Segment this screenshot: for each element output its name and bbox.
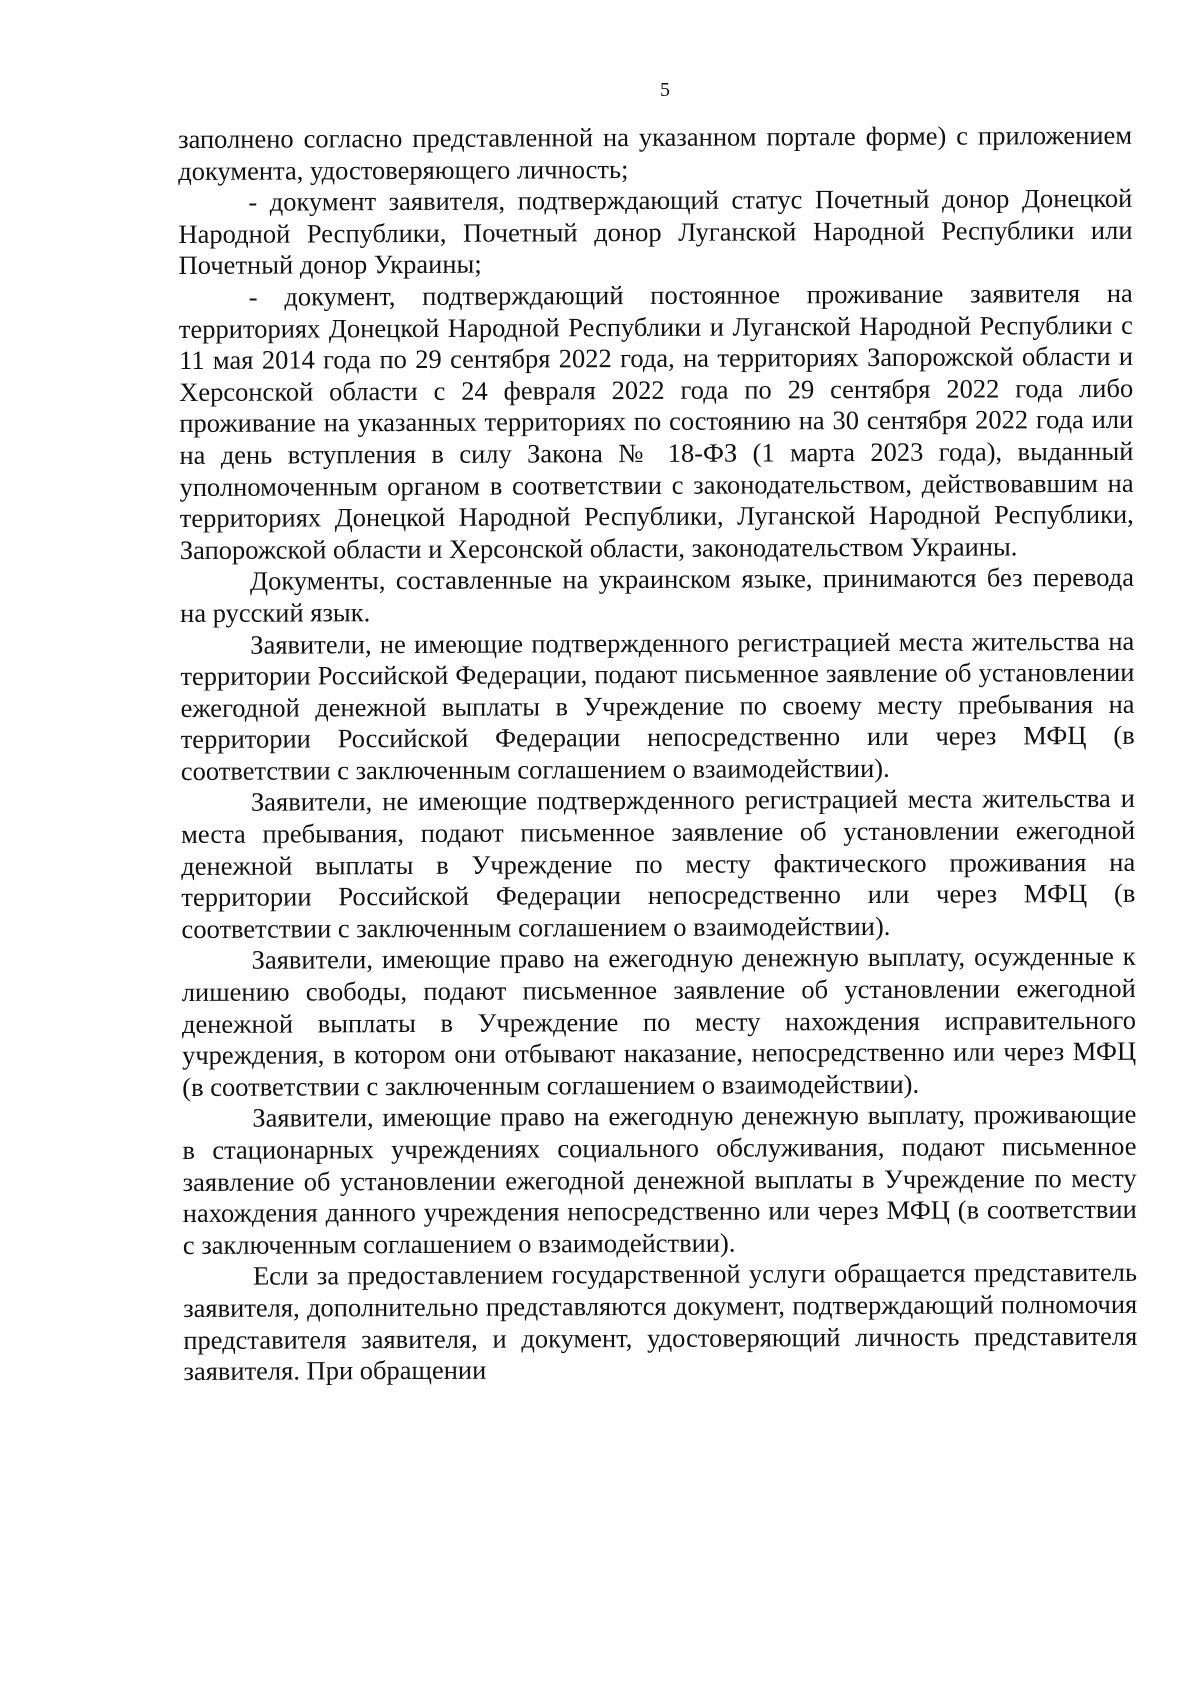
page-number: 5 <box>660 79 670 101</box>
paragraph-no-residence: Заявители, не имеющие подтвержденного регистрацией места жительства и места пребывания, подают письменное заявление об установлении ежегодной денежной выплаты в Учреждение по месту фактического проживания на территории Российской Федерации непосредственно или через МФЦ (в соответствии с заключенным соглашением о взаимодействии). <box>181 783 1136 944</box>
paragraph-list-item-donor-status: - документ заявителя, подтверждающий статус Почетный донор Донецкой Народной Республики, Почетный донор Луганской Народной Республики или Почетный донор Украины; <box>178 183 1133 281</box>
paragraph-continuation: заполнено согласно представленной на указанном портале форме) с приложением документа, удостоверяющего личность; <box>178 119 1133 186</box>
paragraph-no-registration: Заявители, не имеющие подтвержденного регистрацией места жительства на территории Российской Федерации, подают письменное заявление об установлении ежегодной денежной выплаты в Учреждение по своему месту пребывания на территории Российской Федерации непосредственно или через МФЦ (в соответствии с заключенным соглашением о взаимодействии). <box>180 625 1135 786</box>
paragraph-convicted: Заявители, имеющие право на ежегодную денежную выплату, осужденные к лишению свободы, подают письменное заявление об установлении ежегодной денежной выплаты в Учреждение по месту нахождения исправительного учреждения, в котором они отбывают наказание, непосредственно или через МФЦ (в соответствии с заключенным соглашением о взаимодействии). <box>181 941 1137 1102</box>
paragraph-ukrainian-documents: Документы, составленные на украинском языке, принимаются без перевода на русский язык. <box>180 562 1135 628</box>
paragraph-representative: Если за предоставлением государственной услуги обращается представитель заявителя, дополнительно представляются документ, подтверждающий полномочия представителя заявителя, и документ, удостоверяющий личность представителя заявителя. При обращении <box>183 1257 1138 1387</box>
paragraph-social-institutions: Заявители, имеющие право на ежегодную денежную выплату, проживающие в стационарных учреждениях социального обслуживания, подают письменное заявление об установлении ежегодной денежной выплаты в Учреждение по месту нахождения данного учреждения непосредственно или через МФЦ (в соответствии с заключенным соглашением о взаимодействии). <box>182 1099 1137 1260</box>
document-body <box>178 120 1138 1388</box>
paragraph-list-item-residence: - документ, подтверждающий постоянное проживание заявителя на территориях Донецкой Народной Республики и Луганской Народной Республики с 11 мая 2014 года по 29 сентября 2022 года, на территориях Запорожской области и Херсонской области с 24 февраля 2022 года по 29 сентября 2022 года либо проживание на указанных территориях по состоянию на 30 сентября 2022 года или на день вступления в силу Закона № 18-ФЗ (1 марта 2023 года), выданный уполномоченным органом в соответствии с законодательством, действовавшим на территориях Донецкой Народной Республики, Луганской Народной Республики, Запорожской области и Херсонской области, законодательством Украины. <box>178 277 1134 565</box>
